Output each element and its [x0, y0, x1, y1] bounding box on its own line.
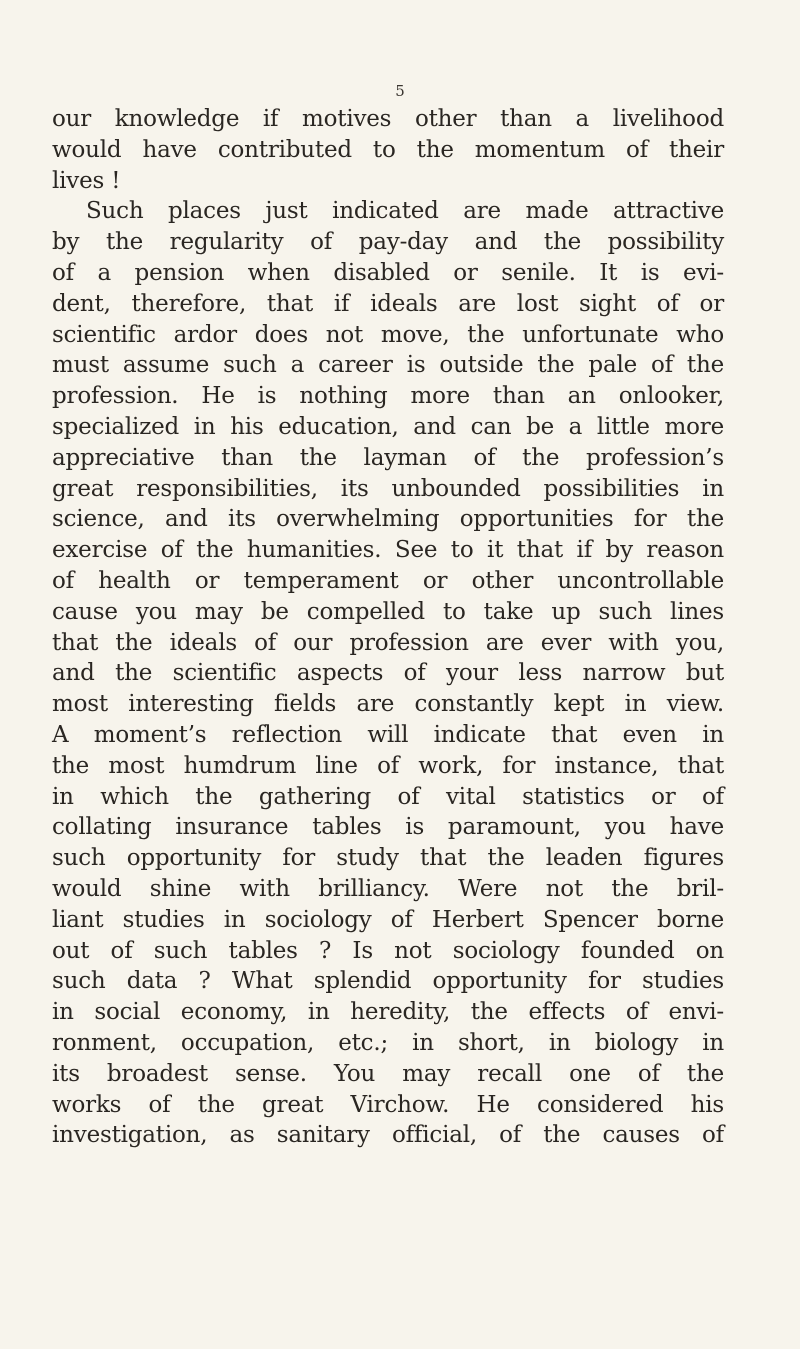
text-line: by the regularity of pay-day and the possibility — [52, 229, 724, 256]
text-line: such data ? What splendid opportunity for studies — [52, 968, 724, 995]
text-line: liant studies in sociology of Herbert Spencer borne — [52, 906, 724, 933]
text-line: and the scientific aspects of your less narrow but — [52, 660, 724, 687]
text-line: such opportunity for study that the leaden figures — [52, 845, 724, 872]
text-line: Such places just indicated are made attractive — [86, 198, 724, 225]
text-line: exercise of the humanities. See to it that if by reason — [52, 537, 724, 564]
text-line: ronment, occupation, etc.; in short, in biology in — [52, 1029, 724, 1056]
text-line: most interesting fields are constantly kept in view. — [52, 691, 724, 718]
text-line: that the ideals of our profession are ever with you, — [52, 629, 724, 656]
text-line: our knowledge if motives other than a livelihood — [52, 106, 724, 132]
text-line: great responsibilities, its unbounded possibilities in — [52, 475, 724, 502]
text-line: would have contributed to the momentum of their — [52, 136, 724, 163]
text-line: collating insurance tables is paramount, you have — [52, 814, 724, 841]
text-line: lives ! — [52, 167, 121, 194]
text-line: in social economy, in heredity, the effects of envi- — [52, 999, 724, 1026]
text-line: dent, therefore, that if ideals are lost sight of or — [52, 290, 724, 317]
text-line: appreciative than the layman of the profession’s — [52, 444, 724, 471]
text-line: would shine with brilliancy. Were not the bril- — [52, 875, 724, 902]
text-line: investigation, as sanitary official, of the causes of — [52, 1122, 724, 1149]
text-line: works of the great Virchow. He considered his — [52, 1091, 724, 1118]
text-line: cause you may be compelled to take up such lines — [52, 598, 724, 625]
text-line: A moment’s reflection will indicate that even in — [52, 721, 724, 748]
page-number: 5 — [395, 82, 405, 100]
text-line: the most humdrum line of work, for instance, that — [52, 752, 724, 779]
text-line: must assume such a career is outside the pale of the — [52, 352, 724, 379]
body-text — [52, 104, 724, 1151]
text-line: scientific ardor does not move, the unfortunate who — [52, 321, 724, 348]
text-line: in which the gathering of vital statistics or of — [52, 783, 724, 810]
text-line: its broadest sense. You may recall one of the — [52, 1060, 724, 1087]
text-line: science, and its overwhelming opportunities for the — [52, 506, 724, 533]
text-line: profession. He is nothing more than an onlooker, — [52, 383, 724, 410]
text-line: of a pension when disabled or senile. It is evi- — [52, 259, 724, 286]
text-line: out of such tables ? Is not sociology founded on — [52, 937, 724, 964]
text-line: of health or temperament or other uncontrollable — [52, 567, 724, 594]
text-line: specialized in his education, and can be a little more — [52, 413, 724, 440]
